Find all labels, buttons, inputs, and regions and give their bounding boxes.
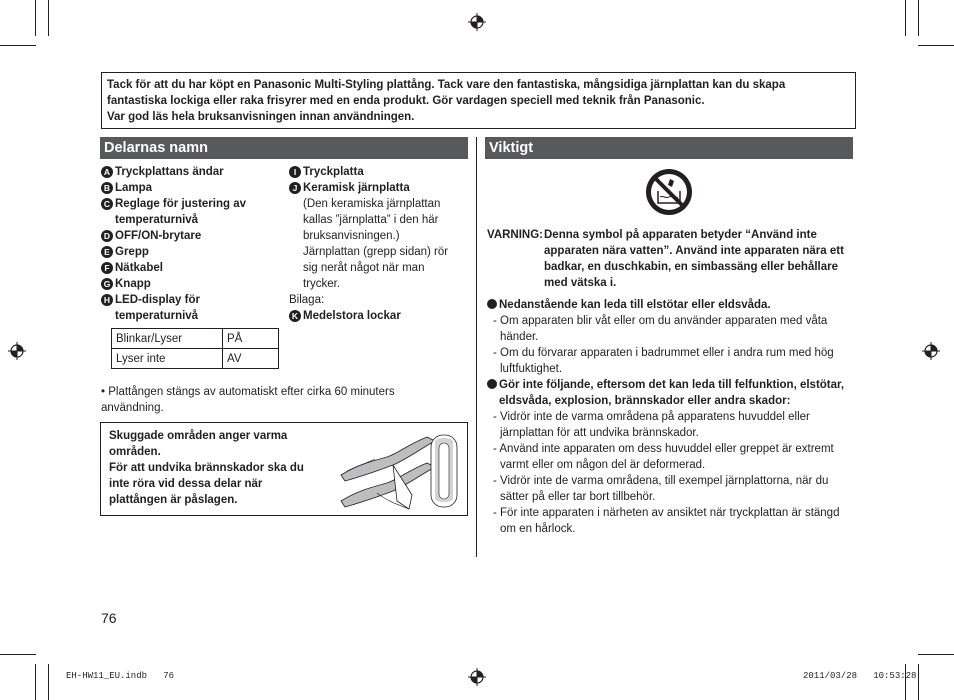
bullet-icon bbox=[487, 299, 497, 309]
part-label: Tryckplattans ändar bbox=[115, 166, 224, 178]
part-label: Keramisk järnplatta bbox=[303, 182, 410, 194]
crop-mark bbox=[918, 0, 919, 36]
part-item bbox=[101, 180, 281, 196]
part-item bbox=[289, 308, 461, 324]
crop-mark bbox=[48, 0, 49, 36]
intro-box bbox=[101, 72, 856, 129]
list-item: - För inte apparaten i närheten av ansiktet när tryckplattan är stängd om en hårlock. bbox=[493, 507, 840, 535]
bullet-heading bbox=[487, 297, 855, 313]
badge-e: E bbox=[101, 246, 113, 258]
part-label: Tryckplatta bbox=[303, 166, 364, 178]
warning-text: Denna symbol på apparaten betyder “Använd inte apparaten nära vatten”. Använd inte apparaten nära ett badkar, en duschkabin, en simbassäng eller behållare med vätska i. bbox=[544, 229, 844, 289]
part-item bbox=[289, 164, 461, 180]
auto-off-note: • Plattången stängs av automatiskt efter cirka 60 minuters användning. bbox=[101, 386, 395, 414]
crop-mark bbox=[48, 664, 49, 700]
part-item bbox=[101, 196, 281, 228]
parts-list-right bbox=[289, 164, 461, 324]
crop-mark bbox=[0, 654, 36, 655]
parts-heading: Delarnas namn bbox=[100, 137, 468, 159]
badge-a: A bbox=[101, 166, 113, 178]
badge-f: F bbox=[101, 262, 113, 274]
badge-d: D bbox=[101, 230, 113, 242]
important-heading: Viktigt bbox=[485, 137, 853, 159]
badge-c: C bbox=[101, 198, 113, 210]
table-cell: Lyser inte bbox=[112, 349, 223, 369]
table-cell: PÅ bbox=[223, 329, 279, 349]
badge-k: K bbox=[289, 310, 301, 322]
led-table bbox=[111, 328, 279, 369]
part-item bbox=[101, 276, 281, 292]
bullet-title: Nedanstående kan leda till elstötar eller eldsvåda. bbox=[499, 299, 771, 311]
badge-h: H bbox=[101, 294, 113, 306]
page-number: 76 bbox=[101, 610, 117, 626]
attachment-label: Bilaga: bbox=[289, 294, 325, 306]
badge-j: J bbox=[289, 182, 301, 194]
part-item bbox=[101, 260, 281, 276]
column-divider bbox=[476, 137, 477, 557]
list-item: - Vidrör inte de varma områdena på apparatens huvuddel eller järnplattan för att undvika brännskador. bbox=[493, 411, 810, 439]
crop-mark bbox=[918, 45, 954, 46]
part-label: OFF/ON-brytare bbox=[115, 230, 202, 242]
list-item: - Använd inte apparaten om dess huvuddel eller greppet är extremt varmt eller om någon del är deformerad. bbox=[493, 443, 834, 471]
crop-mark bbox=[905, 0, 906, 36]
intro-line: Tack för att du har köpt en Panasonic Multi-Styling plattång. Tack vare den fantastiska, mångsidiga järnplattan kan du skapa bbox=[107, 79, 786, 91]
part-item bbox=[101, 228, 281, 244]
part-label: Reglage för justering av temperaturnivå bbox=[115, 198, 247, 226]
badge-i: I bbox=[289, 166, 301, 178]
list-item: - Vidrör inte de varma områdena, till exempel järnplattorna, när du sätter på eller tar bort tillbehör. bbox=[493, 475, 829, 503]
part-description: (Den keramiska järnplattan kallas ”järnplatta” i den här bruksanvisningen.) bbox=[303, 198, 441, 242]
warning-label: VARNING: bbox=[487, 229, 544, 241]
part-label: Lampa bbox=[115, 182, 153, 194]
footer-date: 2011/03/28 10:53:28 bbox=[803, 671, 917, 681]
no-water-symbol-icon bbox=[644, 167, 694, 217]
part-description: Järnplattan (grepp sidan) rör sig neråt något när man trycker. bbox=[303, 246, 449, 290]
styler-illustration bbox=[337, 431, 467, 513]
badge-g: G bbox=[101, 278, 113, 290]
warning-block bbox=[487, 227, 855, 537]
warning bbox=[487, 227, 855, 291]
hot-areas-text: Skuggade områden anger varma områden. För att undvika brännskador ska du inte röra vid dessa delar när plattången är påslagen. bbox=[109, 430, 304, 506]
crop-mark bbox=[0, 45, 36, 46]
part-item bbox=[101, 244, 281, 260]
part-item bbox=[101, 164, 281, 180]
registration-mark-icon bbox=[468, 668, 486, 686]
table-row bbox=[112, 349, 279, 369]
part-item bbox=[289, 180, 461, 196]
table-cell: AV bbox=[223, 349, 279, 369]
table-row bbox=[112, 329, 279, 349]
table-cell: Blinkar/Lyser bbox=[112, 329, 223, 349]
crop-mark bbox=[918, 654, 954, 655]
part-label: LED-display för temperaturnivå bbox=[115, 294, 200, 322]
badge-b: B bbox=[101, 182, 113, 194]
crop-mark bbox=[905, 664, 906, 700]
intro-line: Var god läs hela bruksanvisningen innan användningen. bbox=[107, 111, 415, 123]
hot-areas-note bbox=[100, 422, 468, 516]
intro-line: fantastiska lockiga eller raka frisyrer med en enda produkt. Gör vardagen speciell med teknik från Panasonic. bbox=[107, 95, 705, 107]
crop-mark bbox=[35, 0, 36, 36]
part-label: Medelstora lockar bbox=[303, 310, 401, 322]
bullet-icon bbox=[487, 379, 497, 389]
part-label: Knapp bbox=[115, 278, 151, 290]
part-item bbox=[101, 292, 281, 324]
crop-mark bbox=[918, 664, 919, 700]
part-label: Grepp bbox=[115, 246, 149, 258]
bullet-title: Gör inte följande, eftersom det kan leda till felfunktion, elstötar, eldsvåda, explosion, brännskador eller andra skador: bbox=[499, 379, 845, 407]
registration-mark-icon bbox=[8, 342, 26, 360]
part-label: Nätkabel bbox=[115, 262, 163, 274]
footer-file: EH-HW11_EU.indb 76 bbox=[66, 671, 175, 681]
registration-mark-icon bbox=[922, 342, 940, 360]
bullet-heading bbox=[487, 377, 855, 409]
list-item: - Om du förvarar apparaten i badrummet eller i andra rum med hög luftfuktighet. bbox=[493, 347, 834, 375]
list-item: - Om apparaten blir våt eller om du använder apparaten med våta händer. bbox=[493, 315, 828, 343]
crop-mark bbox=[35, 664, 36, 700]
registration-mark-icon bbox=[468, 13, 486, 31]
parts-list-left bbox=[101, 164, 281, 324]
